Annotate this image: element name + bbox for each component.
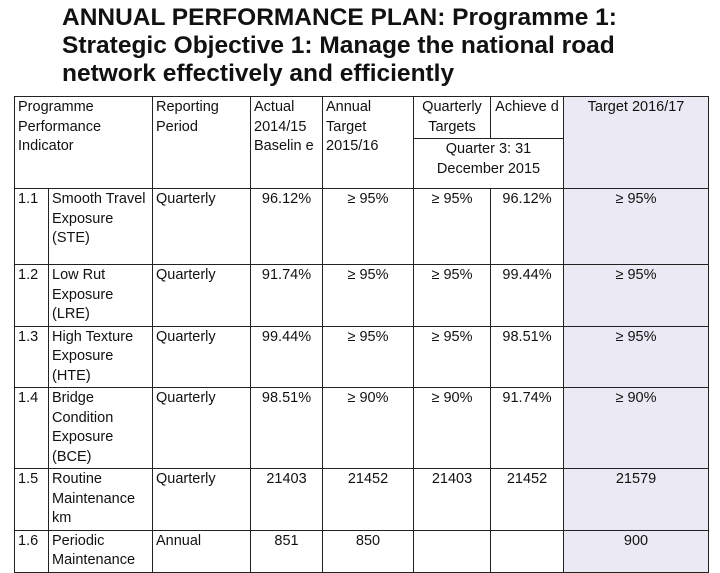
row-period: Quarterly (153, 469, 251, 531)
row-indicator: Smooth Travel Exposure (STE) (49, 189, 153, 265)
table-row (15, 469, 709, 531)
table-row (15, 189, 709, 265)
row-achieved: 98.51% (491, 326, 564, 388)
table-row (15, 265, 709, 327)
header-actual: Actual 2014/15 Baselin e (251, 97, 323, 189)
row-actual: 98.51% (251, 388, 323, 469)
header-indicator: Programme Performance Indicator (15, 97, 153, 189)
row-period: Quarterly (153, 189, 251, 265)
row-achieved: 99.44% (491, 265, 564, 327)
row-target: 21579 (564, 469, 709, 531)
table-row (15, 530, 709, 572)
row-quarterly-target (414, 530, 491, 572)
row-actual: 96.12% (251, 189, 323, 265)
row-annual-target: 21452 (323, 469, 414, 531)
performance-table (14, 96, 709, 573)
header-achieved: Achieve d (491, 97, 564, 139)
row-period: Quarterly (153, 326, 251, 388)
header-period: Reporting Period (153, 97, 251, 189)
table-row (15, 326, 709, 388)
row-quarterly-target: ≥ 95% (414, 265, 491, 327)
row-number: 1.5 (15, 469, 49, 531)
row-period: Quarterly (153, 388, 251, 469)
row-indicator: Low Rut Exposure (LRE) (49, 265, 153, 327)
row-annual-target: ≥ 95% (323, 265, 414, 327)
row-target: 900 (564, 530, 709, 572)
row-target: ≥ 95% (564, 189, 709, 265)
row-achieved (491, 530, 564, 572)
row-quarterly-target: ≥ 95% (414, 189, 491, 265)
row-achieved: 96.12% (491, 189, 564, 265)
header-target: Target 2016/17 (564, 97, 709, 189)
header-quarterly: Quarterly Targets (414, 97, 491, 139)
row-target: ≥ 95% (564, 265, 709, 327)
row-target: ≥ 95% (564, 326, 709, 388)
row-actual: 21403 (251, 469, 323, 531)
row-indicator: High Texture Exposure (HTE) (49, 326, 153, 388)
row-actual: 851 (251, 530, 323, 572)
row-annual-target: 850 (323, 530, 414, 572)
row-annual-target: ≥ 90% (323, 388, 414, 469)
row-indicator: Periodic Maintenance (49, 530, 153, 572)
row-quarterly-target: 21403 (414, 469, 491, 531)
row-number: 1.6 (15, 530, 49, 572)
row-number: 1.3 (15, 326, 49, 388)
row-number: 1.4 (15, 388, 49, 469)
row-period: Quarterly (153, 265, 251, 327)
row-indicator: Bridge Condition Exposure (BCE) (49, 388, 153, 469)
row-period: Annual (153, 530, 251, 572)
row-achieved: 21452 (491, 469, 564, 531)
row-quarterly-target: ≥ 95% (414, 326, 491, 388)
row-number: 1.2 (15, 265, 49, 327)
row-quarterly-target: ≥ 90% (414, 388, 491, 469)
slide-title: ANNUAL PERFORMANCE PLAN: Programme 1: Strategic Objective 1: Manage the national road network effectively and efficiently (62, 4, 617, 87)
row-actual: 99.44% (251, 326, 323, 388)
header-row (15, 97, 709, 139)
row-indicator: Routine Maintenance km (49, 469, 153, 531)
row-annual-target: ≥ 95% (323, 189, 414, 265)
header-annual: Annual Target 2015/16 (323, 97, 414, 189)
row-number: 1.1 (15, 189, 49, 265)
header-quarter: Quarter 3: 31 December 2015 (414, 139, 564, 189)
row-achieved: 91.74% (491, 388, 564, 469)
row-actual: 91.74% (251, 265, 323, 327)
table-row (15, 388, 709, 469)
row-annual-target: ≥ 95% (323, 326, 414, 388)
row-target: ≥ 90% (564, 388, 709, 469)
